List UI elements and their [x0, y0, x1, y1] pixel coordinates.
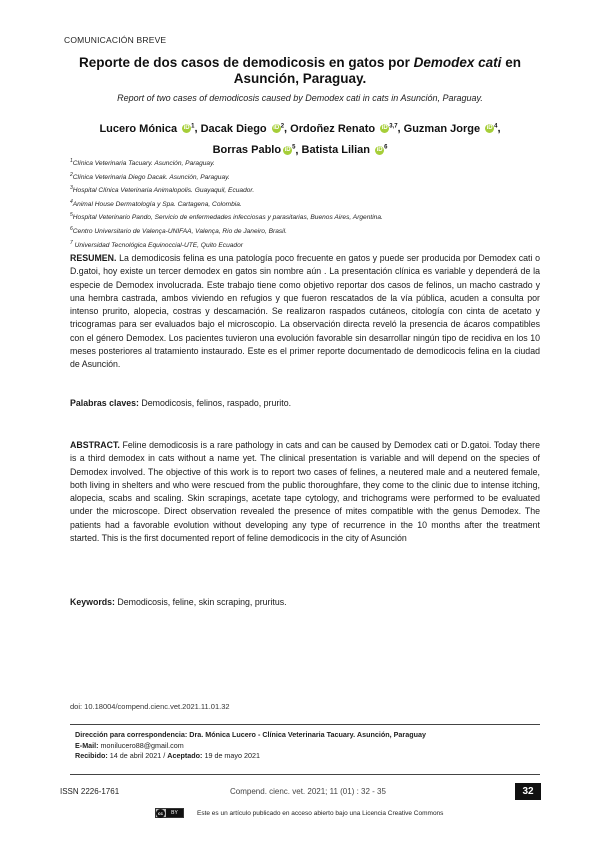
abstract-paragraph: [70, 439, 540, 545]
author: Batista Lilian iD $^6$: [301, 144, 388, 157]
author-list: Lucero Mónica iD $^1$, Dacak Diego iD $^2$, Ordoñez Renato iD $^{3,7}$, Guzman Jorge iD $^4$, Borras Pablo iD $^5$, Batista Lilian iD $^6$: [99, 122, 501, 157]
affiliation: $^5$Hospital Veterinario Pando, Servicio de enfermedades infecciosas y parasitarias, Buenos Aires, Argentina.: [70, 212, 383, 222]
divider: [70, 774, 540, 775]
keywords: [70, 596, 540, 609]
correspondence-text: Dra. Mónica Lucero - Clínica Veterinaria Tacuary. Asunción, Paraguay: [187, 730, 426, 739]
creative-commons-icon[interactable]: [155, 808, 184, 818]
resumen-text: La demodicosis felina es una patología poco frecuente en gatos y puede ser producida por Demodex cati o D.gatoi, hoy existe un tercer demodex en gatos sin nombre aún . La presentación clínica es variable y dependerá de la especie de Demodex involucrada. Este trabajo tiene como objetivo reportar dos casos de felinos, un macho castrado y una hembra castrada, ambos viviendo en refugios y que fueron rescatados de la vía pública, acuden a consulta por intenso prurito, alopecia, costras y descamación. Se realizaron raspados cutáneos, citología con cinta de acetato y tricogramas para ser evaluados bajo el microscopio. La observación directa reveló la presencia de ácaros compatibles con el género Demodex. Los pacientes tuvieron una evolución favorable sin desarrollar ningún tipo de recidiva en los 10 meses posteriores al tratamiento instaurado. Este es el primer reporte documentado de demodicocis felina en la ciudad de Asunción.: [70, 253, 540, 370]
author: Ordoñez Renato iD $^{3,7}$: [290, 122, 398, 135]
title-species: Demodex cati: [413, 55, 502, 70]
title-part1: Reporte de dos casos de demodicosis en gatos por: [79, 55, 414, 70]
license-text: Este es un artículo publicado en acceso abierto bajo una Licencia Creative Commons: [197, 810, 444, 817]
article-title: [60, 55, 540, 87]
cc-badge-left: cc: [157, 810, 163, 816]
author: Borras Pablo iD $^5$: [212, 144, 296, 157]
orcid-icon[interactable]: iD: [381, 125, 388, 132]
author: Guzman Jorge iD $^4$: [403, 122, 498, 135]
article-subtitle: Report of two cases of demodicosis caused by Demodex cati in cats in Asunción, Paraguay.: [117, 93, 483, 103]
issn: ISSN 2226-1761: [60, 787, 120, 796]
journal-citation: Compend. cienc. vet. 2021; 11 (01) : 32 - 35: [230, 787, 386, 796]
section-label: COMUNICACIÓN BREVE: [64, 35, 167, 45]
orcid-icon[interactable]: iD: [486, 125, 493, 132]
accepted-date: 19 de mayo 2021: [202, 751, 260, 761]
abstract-text: Feline demodicosis is a rare pathology in cats and can be caused by Demodex cati or D.gatoi. Today there is a third demodex in cats without a name yet. The clinical presentation is variable and will depend on the species of Demodex involved. The objective of this work is to report two cases of felines, a neutered male and a neutered female, both living in shelters and who were rescued from the public thoroughfare, they come to the clinic due to intense itching, alopecia, scabs and scaling. Skin scrapings, acetate tape cytology, and trichograms were performed to be evaluated under the microscope. Direct observation revealed the presence of mites compatible with the genus Demodex. The patients had a favorable evolution without developing any type of recurrence in the 10 months after the treatment started. This is the first documented report of feline demodicocis in the city of Asunción: [70, 440, 540, 544]
email-link[interactable]: monilucero88@gmail.com: [98, 740, 184, 750]
correspondence-block: [75, 730, 426, 762]
keywords-text: Demodicosis, feline, skin scraping, pruritus.: [114, 597, 287, 607]
divider: [70, 724, 540, 725]
received-date: 14 de abril 2021 /: [107, 751, 168, 761]
affiliation: $^3$Hospital Clínica Veterinaria Animalopolis. Guayaquil, Ecuador.: [70, 185, 255, 195]
orcid-icon[interactable]: iD: [284, 146, 291, 153]
orcid-icon[interactable]: iD: [183, 125, 190, 132]
affiliation: $^4$Animal House Dermatología y Spa. Cartagena, Colombia.: [70, 198, 242, 208]
accepted-label: Aceptado:: [167, 751, 203, 761]
resumen-label: RESUMEN.: [70, 253, 117, 263]
author: Dacak Diego iD $^2$: [200, 122, 285, 135]
email-label: E-Mail:: [75, 740, 99, 750]
orcid-icon[interactable]: iD: [273, 125, 280, 132]
affiliation: $^7$ Universidad Tecnológica Equinoccial-UTE, Quito Ecuador: [70, 239, 243, 249]
affiliation: $^2$Clínica Veterinaria Diego Dacak. Asunción, Paraguay.: [70, 171, 230, 181]
correspondence-label: Dirección para correspondencia:: [75, 730, 188, 739]
palabras-label: Palabras claves:: [70, 398, 139, 408]
title-part2: en Asunción, Paraguay.: [233, 55, 521, 86]
abstract-label: ABSTRACT.: [70, 440, 120, 450]
author: Lucero Mónica iD $^1$: [99, 122, 195, 135]
palabras-text: Demodicosis, felinos, raspado, prurito.: [138, 398, 292, 408]
orcid-icon[interactable]: iD: [376, 146, 383, 153]
affiliation: $^1$Clínica Veterinaria Tacuary. Asunción, Paraguay.: [70, 158, 215, 168]
palabras-claves: [70, 397, 540, 410]
cc-badge-right: BY: [166, 809, 183, 817]
received-label: Recibido:: [75, 751, 108, 761]
doi-link[interactable]: doi: 10.18004/compend.cienc.vet.2021.11.01.32: [70, 702, 230, 711]
affiliations: [70, 156, 540, 251]
affiliation: $^6$Centro Universitario de Valença-UNIFAA, Valença, Rio de Janeiro, Brasil.: [70, 225, 287, 236]
keywords-label: Keywords:: [70, 597, 115, 607]
page-number: 32: [515, 783, 541, 800]
resumen-paragraph: [70, 252, 540, 372]
